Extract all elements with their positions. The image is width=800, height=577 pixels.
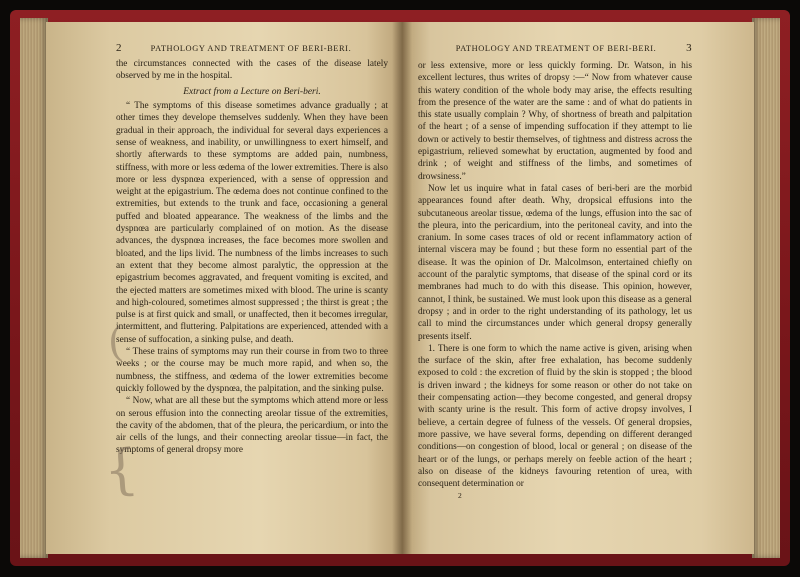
left-paragraph-3: “ Now, what are all these but the symptoms which attend more or less on serous effusion into the connecting areolar tissue of the extremities, the cavity of the abdomen, that of the pleura, the pericardium, or into the air cells of the lungs, and their connecting areolar tissue—in fact, the symptoms of general dropsy more: [116, 396, 388, 456]
right-page-number: 3: [686, 42, 692, 54]
extract-heading: Extract from a Lecture on Beri-beri.: [183, 86, 321, 97]
right-running-title: PATHOLOGY AND TREATMENT OF BERI-BERI.: [455, 44, 657, 53]
left-running-title: PATHOLOGY AND TREATMENT OF BERI-BERI.: [150, 44, 352, 53]
left-running-head: [116, 42, 388, 54]
left-page-text: [116, 58, 388, 457]
left-paragraph-2: “ These trains of symptoms may run their course in from two to three weeks ; or the course may be much more rapid, and when so, the numbness, the stiffness, and œdema of the lower extremities become quickly followed by the dyspnœa, the palpitation, and the sinking pulse.: [116, 347, 388, 394]
right-paragraph-1: or less extensive, more or less quickly forming. Dr. Watson, in his excellent lectures, thus writes of dropsy :—“ Now from whatever cause this watery condition of the whole body may arise, the effects resulting from the presence of the water are the same : and of what do patients in this state usually complain ? Why, of shortness of breath and palpitation of the heart ; of a sense of impending suffocation if they attempt to lie down or actively to bestir themselves, of tightness and distress across the epigastrium, relieved somewhat by eructation, augmented by food and drink ; of weight and stiffness of the limbs, and sometimes of drowsiness.”: [418, 61, 692, 182]
right-page-text: [418, 60, 692, 500]
signature-mark: 2: [458, 491, 462, 501]
left-paragraph-1: “ The symptoms of this disease sometimes advance gradually ; at other times they develope themselves suddenly. When they have been gradual in their approach, the individual for several days experiences a sense of weakness, and inability, or unwillingness to exert himself, and shortly afterwards to these symptoms are added pain, numbness, stiffness, with more or less œdema of the lower extremities. There is also more or less dyspnœa experienced, with a sense of oppression and weight at the epigastrium. The œdema does not continue confined to the extremities, but extends to the trunk and face, occasioning a general puffed and bloated appearance. The weakness of the limbs and the dyspnœa are particularly complained of on motion. As the disease advances, the dyspnœa increases, the face becomes more swollen and bloated, and the lips livid. The numbness of the limbs increases to such an extent that they become almost paralytic, the oppression at the epigastrium becomes aggravated, and frequent vomiting is excited, and the ejected matters are sometimes mixed with blood. The urine is scanty and high-coloured, sometimes almost suppressed ; the thirst is great ; the pulse is at first quick and small, or unaffected, then it becomes irregular, intermittent, and fluttering. Palpitations are experienced, attended with a sense of suffocation, a sinking pulse, and death.: [116, 101, 388, 345]
right-running-head: [418, 42, 692, 54]
right-page-edges: [752, 18, 780, 558]
pencil-margin-mark: (: [106, 319, 126, 367]
right-paragraph-3: 1. There is one form to which the name active is given, arising when the surface of the skin, after free exhalation, has become suddenly exposed to cold : the excretion of fluid by the skin is stopped ; the blood is driven inward ; the kidneys for some reason or other do not take on their compensating action—they become congested, and general dropsy with scanty urine is the result. This form of active dropsy involves, I believe, a certain degree of fulness of the vessels. Of general dropsies, more passive, we have several forms, depending on different deranged conditions—on congestion of blood, local or general ; on disease of the heart or of the lungs, or perhaps merely on feeble action of the heart ; also on disease of the kidneys favouring retention of urea, with consequent determination or: [418, 343, 692, 490]
right-page: [402, 22, 754, 554]
left-page-number: 2: [116, 42, 122, 54]
left-page-edges: [20, 18, 48, 558]
opening-paragraph: the circumstances connected with the cases of the disease lately observed by me in the hospital.: [116, 59, 388, 82]
pencil-bracket-mark: {: [101, 436, 141, 503]
left-page: [46, 22, 402, 554]
right-paragraph-2: Now let us inquire what in fatal cases of beri-beri are the morbid appearances found after death. Why, dropsical effusions into the subcutaneous areolar tissue, œdema of the lungs, effusion into the sac of the pleura, into the pericardium, into the peritoneal cavity, and into the cranium. In some cases traces of old or recent inflammatory action of internal viscera may be found ; but these form no essential part of the disease. It was the opinion of Dr. Malcolmson, entertained chiefly on account of the paralytic symptoms, that disease of the spinal cord or its membranes had much to do with this disease. This opinion, however, cannot, I think, be sustained. We must look upon this disease as a general dropsy ; and in order to the right understanding of its pathology, let us call to mind the circumstances under which general dropsy generally presents itself.: [418, 183, 692, 342]
book-gutter: [392, 22, 412, 554]
